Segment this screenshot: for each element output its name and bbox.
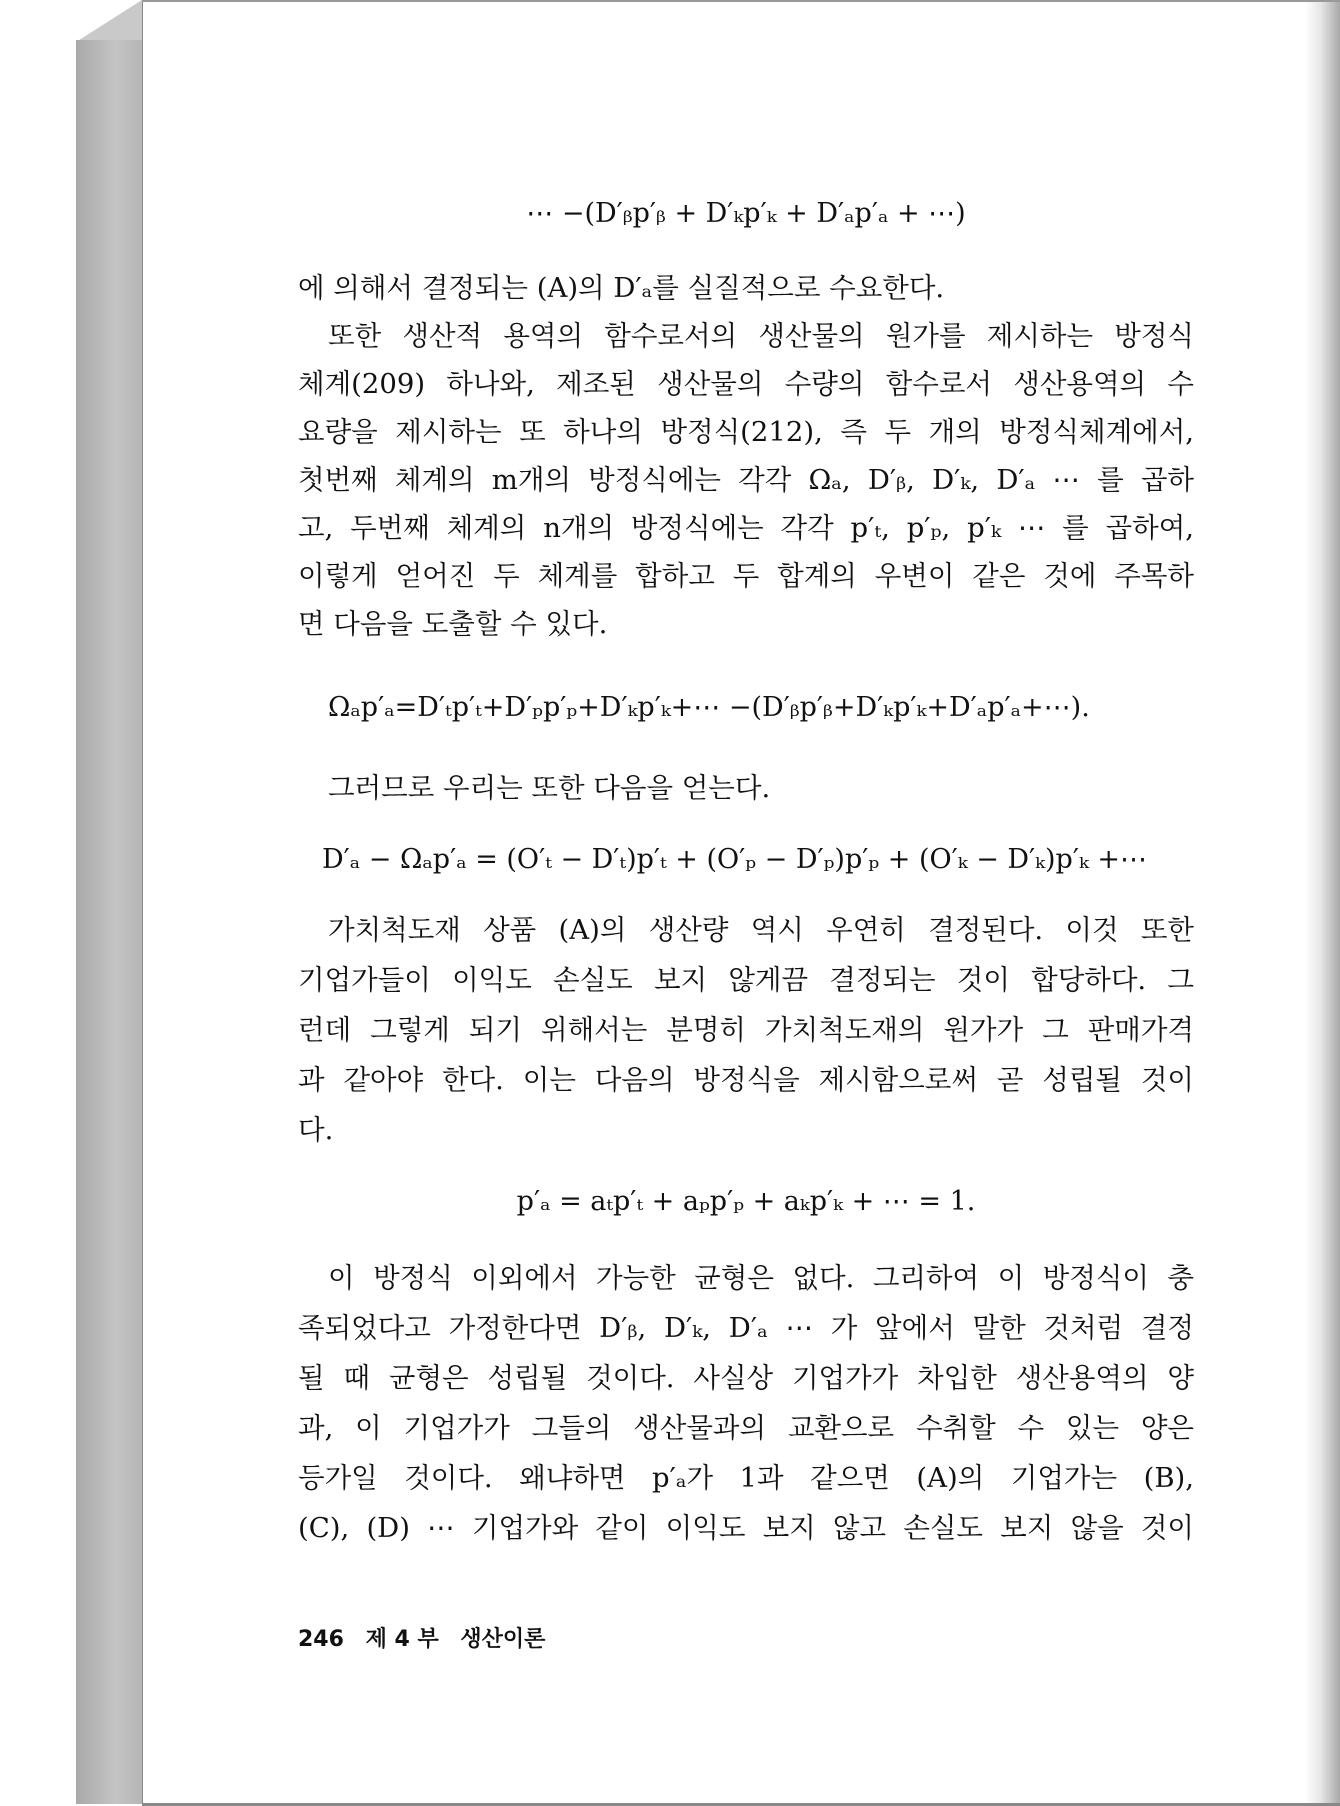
equation-2: Ωₐp′ₐ=D′ₜp′ₜ+D′ₚp′ₚ+D′ₖp′ₖ+⋯ −(D′ᵦp′ᵦ+D′ₖp′ₖ+D′ₐp′ₐ+⋯). — [328, 692, 1090, 723]
page-edge-shadow — [1305, 0, 1340, 1806]
text-line: (C), (D) ⋯ 기업가와 같이 이익도 보지 않고 손실도 보지 않을 것이 — [298, 1512, 1194, 1544]
equation-3: D′ₐ − Ωₐp′ₐ = (O′ₜ − D′ₜ)p′ₜ + (O′ₚ − D′ₚ)p′ₚ + (O′ₖ − D′ₖ)p′ₖ +⋯ — [322, 844, 1148, 875]
page-footer — [298, 1622, 559, 1653]
text-line: 될 때 균형은 성립될 것이다. 사실상 기업가가 차입한 생산용역의 양 — [298, 1362, 1194, 1394]
equation-4: p′ₐ = aₜp′ₜ + aₚp′ₚ + aₖp′ₖ + ⋯ = 1. — [516, 1186, 976, 1217]
text-line: 체계(209) 하나와, 제조된 생산물의 수량의 함수로서 생산용역의 수 — [298, 368, 1194, 400]
text-line: 고, 두번째 체계의 n개의 방정식에는 각각 p′ₜ, p′ₚ, p′ₖ ⋯ 를 곱하여, — [298, 512, 1194, 544]
part-title: 생산이론 — [460, 1627, 546, 1652]
text-line: 이렇게 얻어진 두 체계를 합하고 두 합계의 우변이 같은 것에 주목하 — [298, 560, 1194, 592]
text-line: 이 방정식 이외에서 가능한 균형은 없다. 그리하여 이 방정식이 충 — [328, 1262, 1194, 1294]
text-line: 면 다음을 도출할 수 있다. — [298, 608, 608, 640]
text-line: 과, 이 기업가가 그들의 생산물과의 교환으로 수취할 수 있는 양은 — [298, 1412, 1194, 1444]
part-label: 제 4 부 — [365, 1627, 439, 1652]
text-line: 에 의해서 결정되는 (A)의 D′ₐ를 실질적으로 수요한다. — [298, 272, 945, 304]
text-line: 과 같아야 한다. 이는 다음의 방정식을 제시함으로써 곧 성립될 것이 — [298, 1064, 1194, 1096]
text-line: 또한 생산적 용역의 함수로서의 생산물의 원가를 제시하는 방정식 — [328, 320, 1194, 352]
text-line: 런데 그렇게 되기 위해서는 분명히 가치척도재의 원가가 그 판매가격 — [298, 1014, 1194, 1046]
text-line: 등가일 것이다. 왜냐하면 p′ₐ가 1과 같으면 (A)의 기업가는 (B), — [298, 1462, 1194, 1494]
text-line: 첫번째 체계의 m개의 방정식에는 각각 Ωₐ, D′ᵦ, D′ₖ, D′ₐ ⋯ 를 곱하 — [298, 464, 1194, 496]
book-spine-top — [76, 0, 142, 42]
text-line: 다. — [298, 1114, 334, 1146]
equation-1: ⋯ −(D′ᵦp′ᵦ + D′ₖp′ₖ + D′ₐp′ₐ + ⋯) — [526, 198, 966, 229]
text-line: 요량을 제시하는 또 하나의 방정식(212), 즉 두 개의 방정식체계에서, — [298, 416, 1194, 448]
text-line: 그러므로 우리는 또한 다음을 얻는다. — [328, 772, 771, 804]
text-line: 기업가들이 이익도 손실도 보지 않게끔 결정되는 것이 합당하다. 그 — [298, 964, 1194, 996]
page-number: 246 — [298, 1627, 344, 1652]
text-line: 가치척도재 상품 (A)의 생산량 역시 우연히 결정된다. 이것 또한 — [328, 914, 1194, 946]
text-line: 족되었다고 가정한다면 D′ᵦ, D′ₖ, D′ₐ ⋯ 가 앞에서 말한 것처럼 결정 — [298, 1312, 1194, 1344]
book-spine — [76, 40, 142, 1804]
page-top-border — [142, 0, 1340, 2]
